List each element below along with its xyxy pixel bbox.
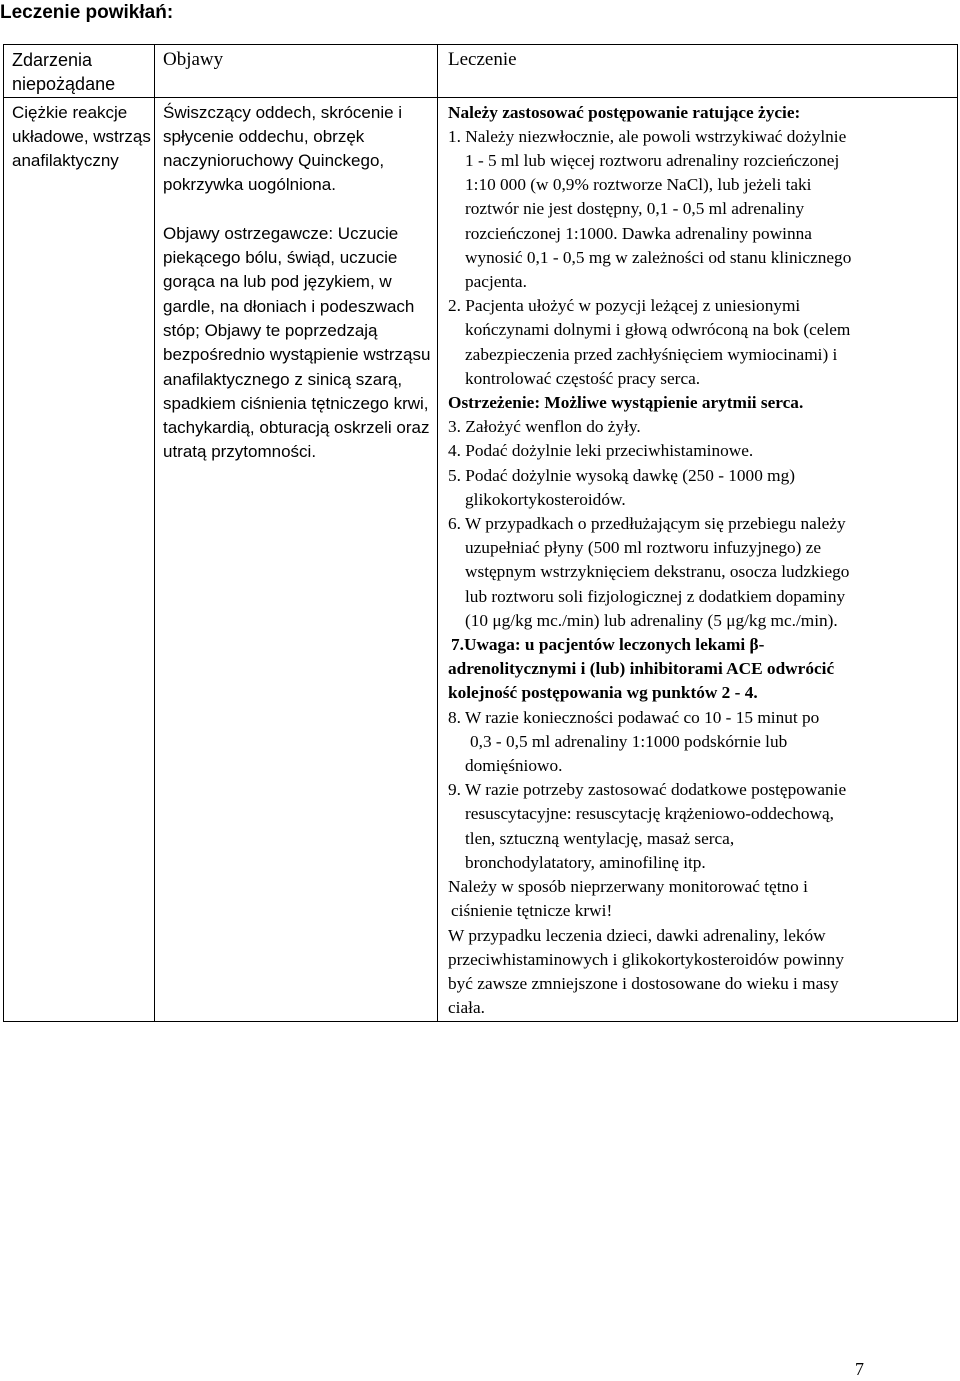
header-treatment: Leczenie [438,45,958,98]
header-symptoms: Objawy [155,45,438,98]
page-number: 7 [855,1359,864,1379]
symptoms-paragraph-2: Objawy ostrzegawcze: Uczucie piekącego bólu, świąd, uczucie gorąca na lub pod językiem, w gardle, na dłoniach i podeszwach stóp; Objawy te poprzedzają bezpośrednio wystąpienie wstrząsu anafilaktycznego z sinicą szarą, spadkiem ciśnienia tętniczego krwi, tachykardią, obturacją oskrzeli oraz utratą przytomności. [163,223,431,462]
step-6-line: (10 μg/kg mc./min) lub adrenaliny (5 μg/kg mc./min). [465,610,838,630]
step-1-line: rozcieńczonej 1:1000. Dawka adrenaliny powinna [465,223,812,243]
table-row [4,97,958,1021]
step-5-line: glikokortykosteroidów. [465,489,626,509]
step-2-line: zabezpieczenia przed zachłyśnięciem wymiocinami) i [465,344,838,364]
step-1-line: 1 - 5 ml lub więcej roztworu adrenaliny rozcieńczonej [465,151,840,170]
step-1-line: 1. Należy niezwłocznie, ale powoli wstrzykiwać dożylnie [448,126,847,146]
symptoms-cell [155,97,438,1021]
treatment-cell [438,97,958,1021]
step-1-line: wynosić 0,1 - 0,5 mg w zależności od stanu klinicznego [465,247,852,267]
step-6-line: 6. W przypadkach o przedłużającym się przebiegu należy [448,514,846,534]
step-9-line: tlen, sztuczną wentylację, masaż serca, [465,828,735,848]
monitoring-note: ciśnienie tętnicze krwi! [451,901,613,921]
children-note: ciała. [448,998,485,1018]
children-note: być zawsze zmniejszone i dostosowane do wieku i masy [448,973,839,993]
step-1-line: roztwór nie jest dostępny, 0,1 - 0,5 ml adrenaliny [465,199,805,219]
monitoring-note: Należy w sposób nieprzerwany monitorować tętno i [448,877,808,897]
step-9-line: 9. W razie potrzeby zastosować dodatkowe postępowanie [448,780,847,800]
children-note: W przypadku leczenia dzieci, dawki adrenaliny, leków [448,925,826,945]
step-2-line: 2. Pacjenta ułożyć w pozycji leżącej z uniesionymi [448,296,801,316]
step-8-line: 0,3 - 0,5 ml adrenaliny 1:1000 podskórnie lub [470,731,788,751]
header-adverse-events: Zdarzenia niepożądane [4,45,155,98]
arrhythmia-warning: Ostrzeżenie: Możliwe wystąpienie arytmii serca. [448,393,804,413]
step-6-line: uzupełniać płyny (500 ml roztworu infuzyjnego) ze [465,538,822,558]
step-6-line: lub roztworu soli fizjologicznej z dodatkiem dopaminy [465,586,846,606]
treatment-intro: Należy zastosować postępowanie ratujące życie: [448,102,801,122]
step-9-line: bronchodylatatory, aminofilinę itp. [465,852,706,872]
table-header-row [4,45,958,98]
complications-table [3,44,958,1022]
section-heading: Leczenie powikłań: [0,2,174,23]
step-1-line: pacjenta. [465,272,527,292]
step-6-line: wstępnym wstrzyknięciem dekstranu, osocza ludzkiego [465,562,850,582]
step-7-caution: adrenolitycznymi i (lub) inhibitorami ACE odwrócić [448,659,835,679]
step-1-line: 1:10 000 (w 0,9% roztworze NaCl), lub jeżeli taki [465,175,812,195]
step-7-caution: 7.Uwaga: u pacjentów leczonych lekami β- [451,635,765,655]
event-cell: Ciężkie reakcje układowe, wstrząs anafilaktyczny [4,97,155,1021]
step-2-line: kontrolować częstość pracy serca. [465,368,701,388]
symptoms-paragraph-1: Świszczący oddech, skrócenie i spłycenie oddechu, obrzęk naczynioruchowy Quinckego, pokrzywka uogólniona. [163,102,403,195]
children-note: przeciwhistaminowych i glikokortykosteroidów powinny [448,949,844,969]
step-7-caution: kolejność postępowania wg punktów 2 - 4. [448,683,758,703]
step-8-line: 8. W razie konieczności podawać co 10 - 15 minut po [448,707,820,727]
step-5-line: 5. Podać dożylnie wysoką dawkę (250 - 1000 mg) [448,465,795,485]
step-4-line: 4. Podać dożylnie leki przeciwhistaminowe. [448,441,754,461]
step-2-line: kończynami dolnymi i głową odwróconą na bok (celem [465,320,851,340]
step-9-line: resuscytacyjne: resuscytację krążeniowo-oddechową, [465,804,834,824]
step-8-line: domięśniowo. [465,756,563,776]
step-3-line: 3. Założyć wenflon do żyły. [448,417,641,437]
